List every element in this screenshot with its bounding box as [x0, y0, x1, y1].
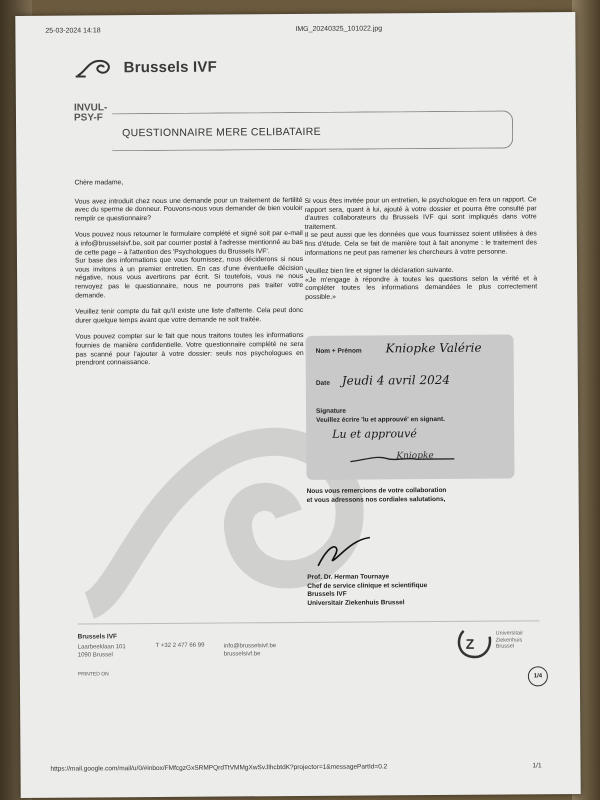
- form-title: QUESTIONNAIRE MERE CELIBATAIRE: [122, 125, 321, 140]
- letter-paragraph-7: Veuillez bien lire et signer la déclaration suivante.: [305, 267, 454, 276]
- letter-right-column: [305, 196, 538, 310]
- signer-role: Chef de service clinique et scientifique: [307, 581, 428, 590]
- print-date: 25-03-2024 14:18: [45, 27, 101, 35]
- brussels-ivf-logo-icon: [74, 55, 118, 79]
- document-page: [15, 12, 580, 798]
- doctor-signature-icon: [314, 533, 374, 569]
- footer-address: [78, 643, 126, 659]
- uz-brussel-text: [496, 630, 524, 650]
- letter-paragraph-5: Si vous êtes invitée pour un entretien, le psychologue en fera un rapport. Ce rapport sera, quant à lui, ajouté à votre dossier et pourra être consulté par d'autres collaborateurs du Brussels IVF qui sont impliqués dans votre traitement.: [304, 196, 537, 231]
- letter-paragraph-1: Vous avez introduit chez nous une demande pour un traitement de fertilité avec du sperme de donneur. Pouvons-nous vous demander de bien vouloir remplir ce questionnaire?: [74, 196, 303, 223]
- letter-left-column: [74, 178, 303, 376]
- closing-line-2: et vous adressons nos cordiales salutations,: [306, 495, 446, 504]
- signature-label: Signature: [316, 407, 347, 415]
- signature-instruction: Veuillez écrire 'lu et approuvé' en signant.: [316, 415, 445, 424]
- print-url: https://mail.google.com/mail/u/0/#inbox/FMfcgzGxSRMPQrdTtVMMgXwSvJlhcbtdK?projector=1&messagePartId=0.2: [50, 763, 388, 773]
- uz-line-2: Ziekenhuis: [495, 636, 523, 644]
- footer-city: 1090 Brussel: [77, 652, 113, 659]
- logo-text: Brussels IVF: [123, 58, 217, 76]
- uz-line-1: Universitair: [495, 630, 524, 637]
- declaration-box: [306, 334, 515, 479]
- letter-paragraph-2a: Vous pouvez nous retourner le formulaire complété et signé soit par e-mail à info@brusselsivf.be, soit par courrier postal à l'adresse mentionné au bas de cette page – à l'attention des 'Psychologues du Brussels IVF'.: [74, 230, 303, 257]
- applicant-signature-icon: [346, 449, 456, 468]
- footer-web[interactable]: brusselsivf.be: [223, 651, 261, 658]
- letter-greeting: Chère madame,: [74, 179, 124, 187]
- letter-paragraph-3: Veuillez tenir compte du fait qu'il existe une liste d'attente. Cela peut donc durer quelque temps avant que votre demande ne soit traitée.: [75, 307, 304, 325]
- signer-name: Prof. Dr. Herman Tournaye: [307, 573, 390, 581]
- date-value[interactable]: Jeudi 4 avril 2024: [341, 372, 451, 388]
- letter-paragraph-8: «Je m'engage à répondre à toutes les questions selon la vérité et à compléter toutes les informations demandées le plus correctement possible.»: [305, 275, 538, 301]
- brussels-ivf-logo: [74, 55, 217, 80]
- svg-text:Z: Z: [465, 635, 475, 652]
- letter-paragraph-2b: Sur base des informations que vous fournissez, nous déciderons si nous vous invitons à un premier entretien. En cas d'une éventuelle décision négative, nous vous avertirons par écrit. Si toutefois, vous ne nous renvoyez pas le questionnaire, nous ne pourrons pas traiter votre demande.: [74, 256, 304, 300]
- letter-paragraph-6: Il se peut aussi que les données que vous fournissez soient utilisées à des fins d'étude. Cela se fait de manière tout à fait anonyme : le traitement des informations ne peut pas ramener les chercheurs à votre personne.: [304, 230, 537, 257]
- footer-printed-on: PRINTED ON: [77, 671, 109, 678]
- footer-contact: [224, 642, 277, 658]
- name-label: Nom + Prénom: [315, 347, 362, 355]
- closing-text: [307, 486, 527, 505]
- footer-street: Laarbeeklaan 101: [77, 644, 126, 651]
- signature-name[interactable]: Kniopke: [396, 451, 434, 462]
- footer-phone: T +32 2 477 66 99: [155, 642, 205, 649]
- form-code: [74, 103, 114, 123]
- uz-line-3: Brussel: [495, 643, 515, 650]
- handwritten-approval[interactable]: Lu et approuvé: [332, 427, 417, 441]
- footer-org-name: Brussels IVF: [77, 633, 118, 641]
- signer-org-1: Brussels IVF: [307, 590, 347, 599]
- name-value[interactable]: Kniopke Valérie: [385, 340, 482, 356]
- print-page: 1/1: [532, 762, 542, 770]
- form-code-line1: INVUL-: [73, 102, 108, 114]
- uz-brussel-logo-icon: [456, 627, 496, 661]
- signer-block: [307, 572, 527, 608]
- signer-org-2: Universitair Ziekenhuis Brussel: [307, 599, 405, 607]
- page-number-badge: 1/4: [528, 666, 548, 686]
- footer-email[interactable]: info@brusselsivf.be: [223, 643, 277, 650]
- date-label: Date: [315, 379, 330, 387]
- closing-line-1: Nous vous remercions de votre collaboration: [306, 486, 447, 495]
- print-filename: IMG_20240325_101022.jpg: [295, 25, 383, 34]
- letter-paragraph-4: Vous pouvez compter sur le fait que nous traitons toutes les informations fournies de manière confidentielle. Votre questionnaire complété ne sera pas scanné pour l'ajouter à votre dossier: seuls nos psychologues en prendront connaissance.: [75, 332, 304, 367]
- form-code-line2: PSY-F: [73, 112, 103, 124]
